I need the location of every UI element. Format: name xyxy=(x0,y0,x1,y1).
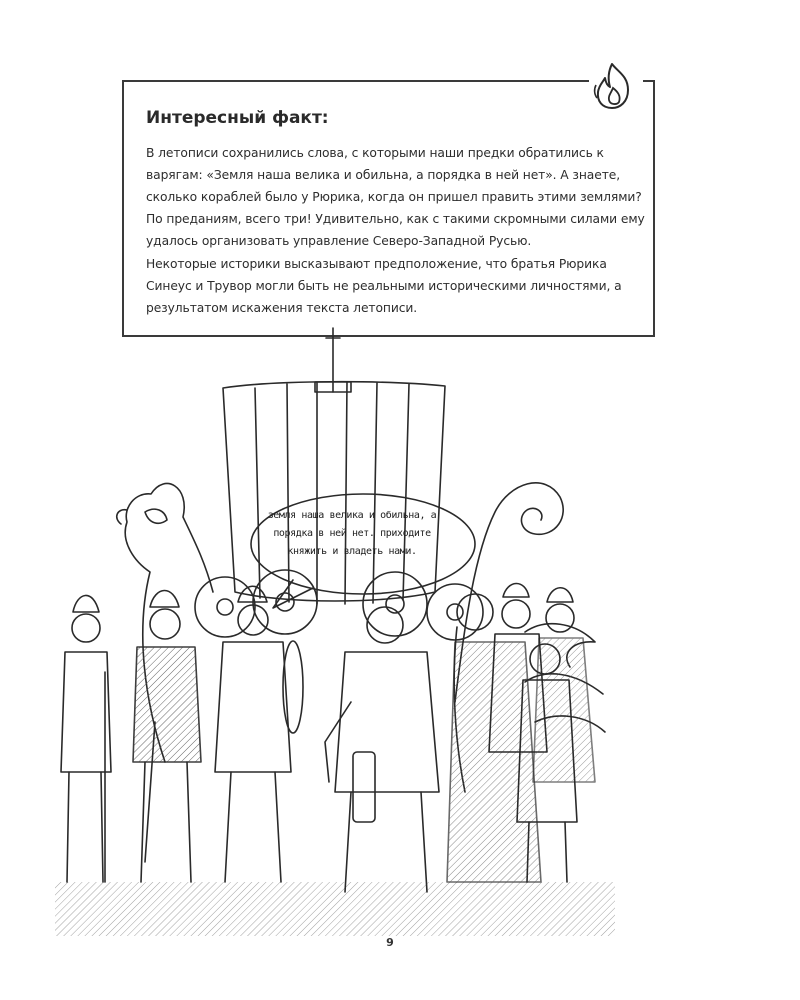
fact-title: Интересный факт: xyxy=(146,108,329,128)
fact-box-border xyxy=(122,80,589,82)
flame-icon xyxy=(588,58,642,114)
ship-illustration xyxy=(55,322,615,936)
fact-paragraph: Некоторые историки высказывают предположение, что братья Рюрика Синеус и Трувор могли быть не реальными историческими личностями, а результатом искажения текста летописи. xyxy=(146,257,622,315)
fact-box-border xyxy=(643,80,655,82)
fact-paragraph: В летописи сохранились слова, с которыми наши предки обратились к варягам: «Земля наша велика и обильна, а порядка в ней нет». А знаете, сколько кораблей было у Рюрика, когда он пришел править этими землями? По преданиям, всего три! Удивительно, как с такими скромными силами ему удалось организовать управление Северо-Западной Русью. xyxy=(146,146,645,248)
page-number: 9 xyxy=(386,936,394,949)
speech-bubble-text: земля наша велика и обильна, а порядка в ней нет. приходите княжить и владеть нами. xyxy=(267,510,437,557)
